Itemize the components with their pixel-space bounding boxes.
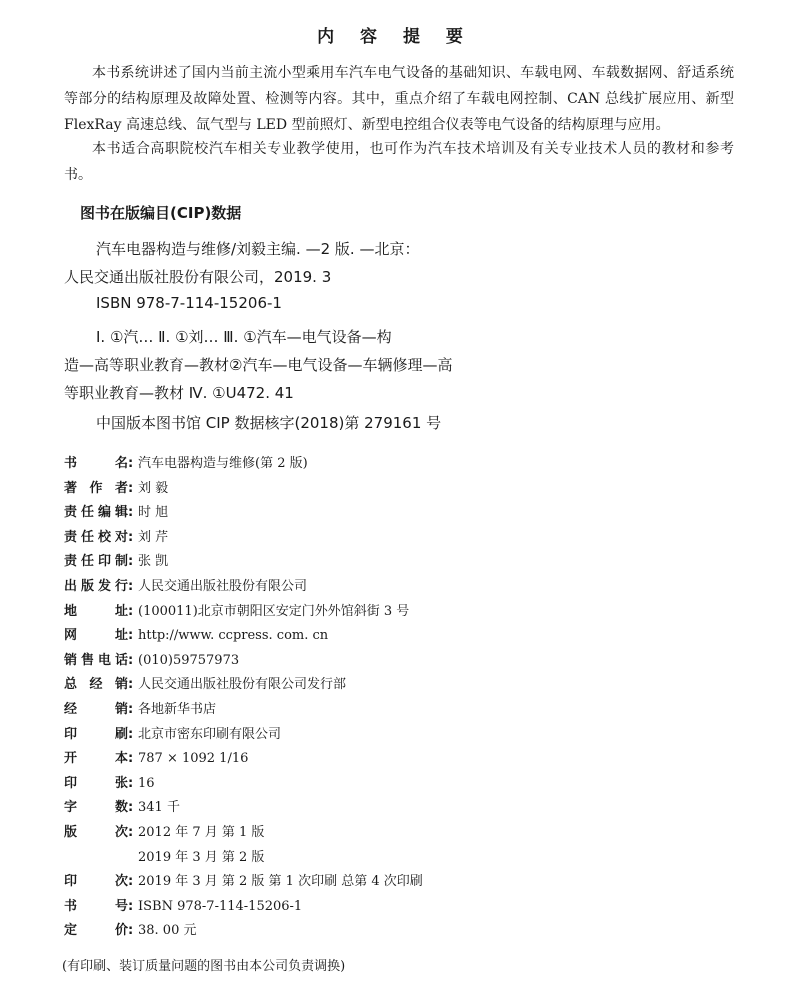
colophon-row-price: 定 价 : 38. 00 元 — [64, 919, 423, 944]
colophon-value: 人民交通出版社股份有限公司发行部 — [138, 677, 347, 693]
colophon-label: 开 本 — [64, 751, 128, 767]
colophon-row-website: 网 址 : http://www. ccpress. com. cn — [64, 624, 423, 649]
colophon-row-editor: 责 任 编 辑 : 时 旭 — [64, 501, 423, 526]
page-title: 内 容 提 要 — [317, 27, 473, 47]
colophon-row-proofreader: 责 任 校 对 : 刘 芹 — [64, 526, 423, 551]
colophon-row-address: 地 址 : (100011)北京市朝阳区安定门外外馆斜街 3 号 — [64, 600, 423, 625]
colophon-value: 2019 年 3 月 第 2 版 — [138, 849, 265, 865]
colophon-row-sheets: 印 张 : 16 — [64, 772, 423, 797]
colophon-label: 责 任 编 辑 — [64, 505, 128, 521]
colophon-value: 时 旭 — [138, 505, 169, 521]
summary-paragraph-2: 本书适合高职院校汽车相关专业教学使用，也可作为汽车技术培训及有关专业技术人员的教材和参考书。 — [64, 141, 734, 183]
colophon-value: 各地新华书店 — [138, 701, 217, 717]
colophon-value: 张 凯 — [138, 554, 169, 570]
colophon-row-author: 著 作 者 : 刘 毅 — [64, 477, 423, 502]
colophon-label: 网 址 — [64, 628, 128, 644]
cip-line-title: 汽车电器构造与维修/刘毅主编. —2 版. —北京： — [96, 240, 420, 258]
colophon-value: 人民交通出版社股份有限公司 — [138, 578, 308, 594]
cip-line-class-3: 等职业教育—教材 Ⅳ. ①U472. 41 — [64, 384, 294, 402]
colophon-label: 版 次 — [64, 824, 128, 840]
colophon-label: 字 数 — [64, 800, 128, 816]
cip-line-class-1: Ⅰ. ①汽… Ⅱ. ①刘… Ⅲ. ①汽车—电气设备—构 — [96, 328, 392, 346]
colophon-list — [64, 452, 423, 944]
colophon-label: 著 作 者 — [64, 480, 128, 496]
colophon-label: 销 售 电 话 — [64, 652, 128, 668]
colophon-label: 印 张 — [64, 775, 128, 791]
colophon-value: 汽车电器构造与维修(第 2 版) — [138, 456, 308, 471]
cip-line-publisher: 人民交通出版社股份有限公司，2019. 3 — [64, 268, 332, 286]
colophon-label: 印 刷 — [64, 726, 128, 742]
cip-heading: 图书在版编目(CIP)数据 — [80, 204, 242, 222]
colophon-label: 出 版 发 行 — [64, 578, 128, 594]
colophon-row-seller: 经 销 : 各地新华书店 — [64, 698, 423, 723]
colophon-row-phone: 销 售 电 话 : (010)59757973 — [64, 649, 423, 674]
cip-line-class-2: 造—高等职业教育—教材②汽车—电气设备—车辆修理—高 — [64, 356, 453, 374]
colophon-row-printer: 印 刷 : 北京市密东印刷有限公司 — [64, 723, 423, 748]
colophon-value: 787 × 1092 1/16 — [138, 751, 249, 767]
colophon-row-word-count: 字 数 : 341 千 — [64, 796, 423, 821]
colophon-label: 经 销 — [64, 701, 128, 717]
colophon-value: (100011)北京市朝阳区安定门外外馆斜街 3 号 — [138, 603, 410, 619]
colophon-label: 印 次 — [64, 874, 128, 890]
colophon-value: (010)59757973 — [138, 652, 240, 668]
colophon-value: 2019 年 3 月 第 2 版 第 1 次印刷 总第 4 次印刷 — [138, 874, 423, 890]
colophon-row-edition: 版 次 : 2012 年 7 月 第 1 版 — [64, 821, 423, 846]
colophon-row-print-manager: 责 任 印 制 : 张 凯 — [64, 550, 423, 575]
colophon-value: 16 — [138, 775, 155, 791]
colophon-row-impression: 印 次 : 2019 年 3 月 第 2 版 第 1 次印刷 总第 4 次印刷 — [64, 870, 423, 895]
colophon-value: 北京市密东印刷有限公司 — [138, 726, 282, 742]
colophon-label: 总 经 销 — [64, 677, 128, 693]
colophon-row-isbn: 书 号 : ISBN 978-7-114-15206-1 — [64, 895, 423, 920]
cip-line-isbn: ISBN 978-7-114-15206-1 — [96, 294, 282, 312]
colophon-value: 341 千 — [138, 800, 180, 816]
colophon-row-title: 书 名 : 汽车电器构造与维修(第 2 版) — [64, 452, 423, 477]
colophon-row-format: 开 本 : 787 × 1092 1/16 — [64, 747, 423, 772]
colophon-row-publisher: 出 版 发 行 : 人民交通出版社股份有限公司 — [64, 575, 423, 600]
colophon-value: 刘 芹 — [138, 529, 169, 545]
colophon-label: 书 号 — [64, 898, 128, 914]
colophon-label: 责 任 校 对 — [64, 529, 128, 545]
quality-note: (有印刷、装订质量问题的图书由本公司负责调换) — [62, 959, 346, 974]
colophon-value: 刘 毅 — [138, 480, 169, 496]
colophon-value: ISBN 978-7-114-15206-1 — [138, 898, 303, 914]
colophon-label: 书 名 — [64, 456, 128, 471]
cip-line-record: 中国版本图书馆 CIP 数据核字(2018)第 279161 号 — [96, 414, 442, 432]
colophon-label: 责 任 印 制 — [64, 554, 128, 570]
colophon-label: 定 价 — [64, 923, 128, 939]
colophon-row-edition-cont — [64, 846, 423, 871]
colophon-value: 2012 年 7 月 第 1 版 — [138, 824, 265, 840]
colophon-label: 地 址 — [64, 603, 128, 619]
colophon-value: http://www. ccpress. com. cn — [138, 628, 329, 644]
colophon-value: 38. 00 元 — [138, 923, 197, 939]
colophon-row-distributor: 总 经 销 : 人民交通出版社股份有限公司发行部 — [64, 673, 423, 698]
summary-paragraph-1: 本书系统讲述了国内当前主流小型乘用车汽车电气设备的基础知识、车载电网、车载数据网、舒适系统等部分的结构原理及故障处置、检测等内容。其中，重点介绍了车载电网控制、CAN 总线扩展应用、新型 FlexRay 高速总线、氙气型与 LED 型前照灯、新型电控组合仪表等电气设备的结构原理与应用。 — [64, 65, 734, 133]
